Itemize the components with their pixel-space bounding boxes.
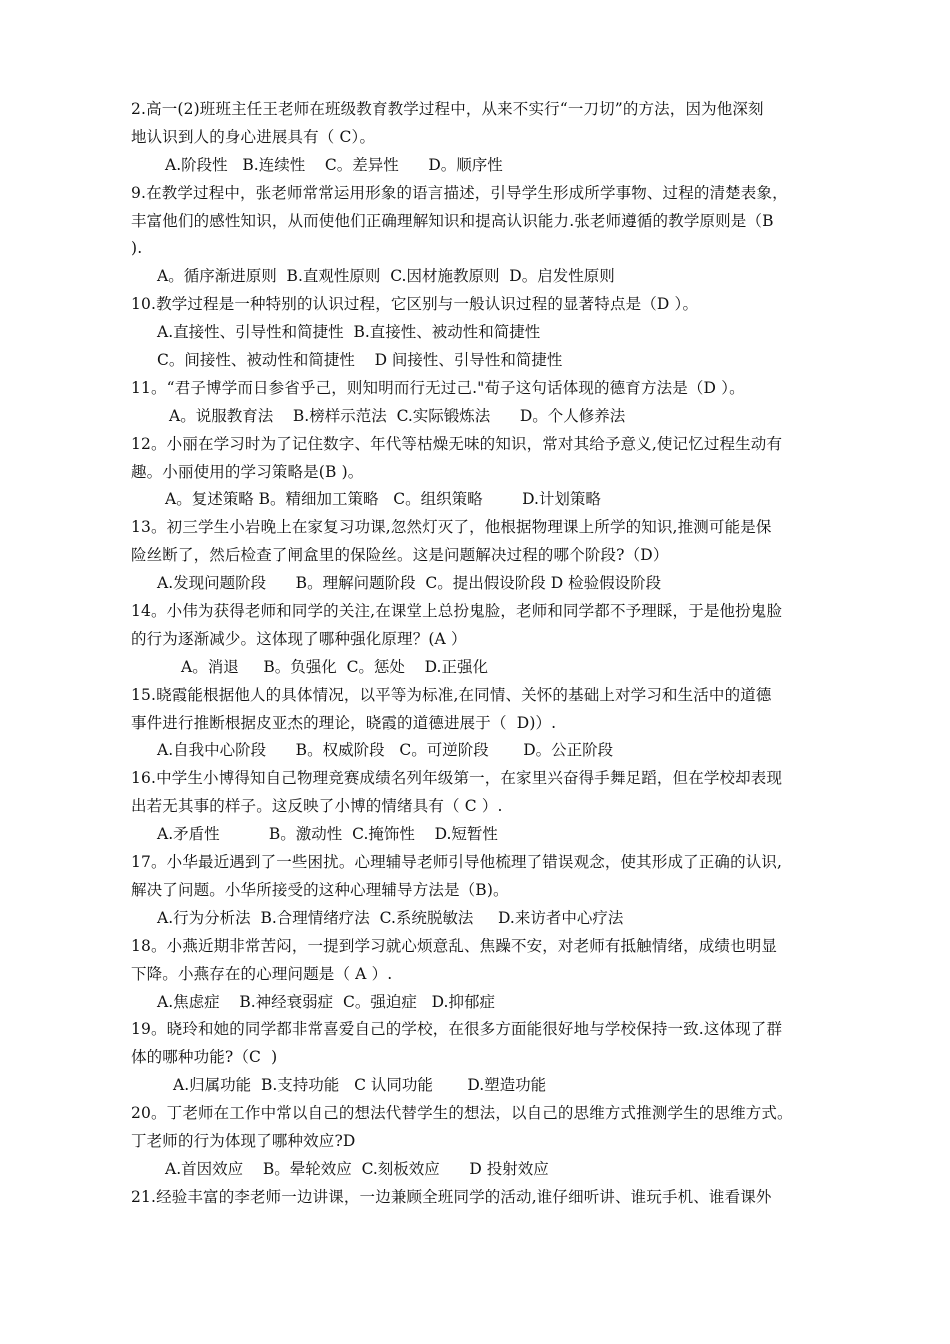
question-text-line: 地认识到人的身心进展具有（ C）。	[131, 127, 376, 146]
question-text-line: 2.高一(2)班班主任王老师在班级教育教学过程中，从来不实行“一刀切”的方法，因为他深刻	[131, 100, 764, 118]
answer-options-line: A。循序渐进原则 B.直观性原则 C.因材施教原则 D。启发性原则	[157, 267, 615, 286]
question-text-line: 20。丁老师在工作中常以自己的想法代替学生的想法，以自己的思维方式推测学生的思维方式。	[131, 1104, 793, 1123]
question-text-line: 15.晓霞能根据他人的具体情况，以平等为标准,在同情、关怀的基础上对学习和生活中的道德	[131, 685, 772, 704]
answer-options-line: A.矛盾性 B。激动性 C.掩饰性 D.短暂性	[157, 825, 498, 844]
answer-options-line: A.阶段性 B.连续性 C。差异性 D。顺序性	[165, 155, 503, 174]
question-text-line: 16.中学生小博得知自己物理竞赛成绩名列年级第一，在家里兴奋得手舞足蹈，但在学校却表现	[131, 769, 783, 788]
question-text-line: 出若无其事的样子。这反映了小博的情绪具有（ C ）.	[131, 797, 503, 816]
question-text-line: 19。晓玲和她的同学都非常喜爱自己的学校，在很多方面能很好地与学校保持一致.这体现了群	[131, 1020, 783, 1039]
question-text-line: 12。小丽在学习时为了记住数字、年代等枯燥无味的知识，常对其给予意义,使记忆过程生动有	[131, 434, 783, 453]
question-text-line: 13。初三学生小岩晚上在家复习功课,忽然灯灭了，他根据物理课上所学的知识,推测可能是保	[131, 518, 772, 537]
question-text-line: 21.经验丰富的李老师一边讲课，一边兼顾全班同学的活动,谁仔细听讲、谁玩手机、谁看课外	[131, 1187, 772, 1206]
question-text-line: 丁老师的行为体现了哪种效应?D	[131, 1131, 356, 1150]
answer-options-line: A.首因效应 B。晕轮效应 C.刻板效应 D 投射效应	[165, 1159, 549, 1178]
answer-options-line: A.行为分析法 B.合理情绪疗法 C.系统脱敏法 D.来访者中心疗法	[157, 908, 624, 927]
question-text-line: 体的哪种功能?（C )	[131, 1048, 278, 1067]
answer-options-line: A.自我中心阶段 B。权威阶段 C。可逆阶段 D。公正阶段	[157, 741, 614, 760]
question-text-line: 9.在教学过程中，张老师常常运用形象的语言描述，引导学生形成所学事物、过程的清楚表象，	[131, 183, 788, 202]
question-text-line: 下降。小燕存在的心理问题是（ A ）.	[131, 964, 393, 983]
question-text-line: 11。“君子博学而日参省乎己，则知明而行无过己."荀子这句话体现的德育方法是（D ）。	[131, 378, 745, 397]
question-text-line: 10.教学过程是一种特别的认识过程，它区别与一般认识过程的显著特点是（D ）。	[131, 295, 699, 314]
answer-options-line: A。复述策略 B。精细加工策略 C。组织策略 D.计划策略	[165, 490, 601, 509]
answer-options-line: A.归属功能 B.支持功能 C 认同功能 D.塑造功能	[173, 1076, 547, 1095]
question-text-line: 17。小华最近遇到了一些困扰。心理辅导老师引导他梳理了错误观念，使其形成了正确的认识,	[131, 853, 783, 872]
answer-options-line: A.发现问题阶段 B。理解问题阶段 C。提出假设阶段 D 检验假设阶段	[157, 574, 662, 593]
answer-options-line: A。说服教育法 B.榜样示范法 C.实际锻炼法 D。个人修养法	[169, 406, 626, 425]
question-text-line: 事件进行推断根据皮亚杰的理论，晓霞的道德进展于（ D)）.	[131, 713, 557, 732]
question-text-line: 险丝断了，然后检查了闸盒里的保险丝。这是问题解决过程的哪个阶段?（D）	[131, 546, 669, 565]
answer-options-line: A.直接性、引导性和简捷性 B.直接性、被动性和简捷性	[157, 323, 541, 342]
answer-options-line: A.焦虑症 B.神经衰弱症 C。强迫症 D.抑郁症	[157, 992, 495, 1011]
question-text-line: 14。小伟为获得老师和同学的关注,在课堂上总扮鬼脸，老师和同学都不予理睬，于是他扮鬼脸	[131, 602, 783, 621]
question-text-line: 18。小燕近期非常苦闷，一提到学习就心烦意乱、焦躁不安，对老师有抵触情绪，成绩也明显	[131, 936, 778, 955]
question-text-line: 的行为逐渐减少。这体现了哪种强化原理？(A ）	[131, 629, 467, 648]
question-text-line: 解决了问题。小华所接受的这种心理辅导方法是（B)。	[131, 880, 509, 899]
question-text-line: ).	[131, 239, 143, 258]
document-body	[131, 96, 831, 1212]
answer-options-line: A。消退 B。负强化 C。惩处 D.正强化	[181, 657, 488, 676]
question-text-line: 趣。小丽使用的学习策略是(B )。	[131, 462, 364, 481]
answer-options-line: C。间接性、被动性和简捷性 D 间接性、引导性和简捷性	[157, 351, 563, 370]
question-text-line: 丰富他们的感性知识，从而使他们正确理解知识和提高认识能力.张老师遵循的教学原则是（B	[131, 211, 774, 230]
